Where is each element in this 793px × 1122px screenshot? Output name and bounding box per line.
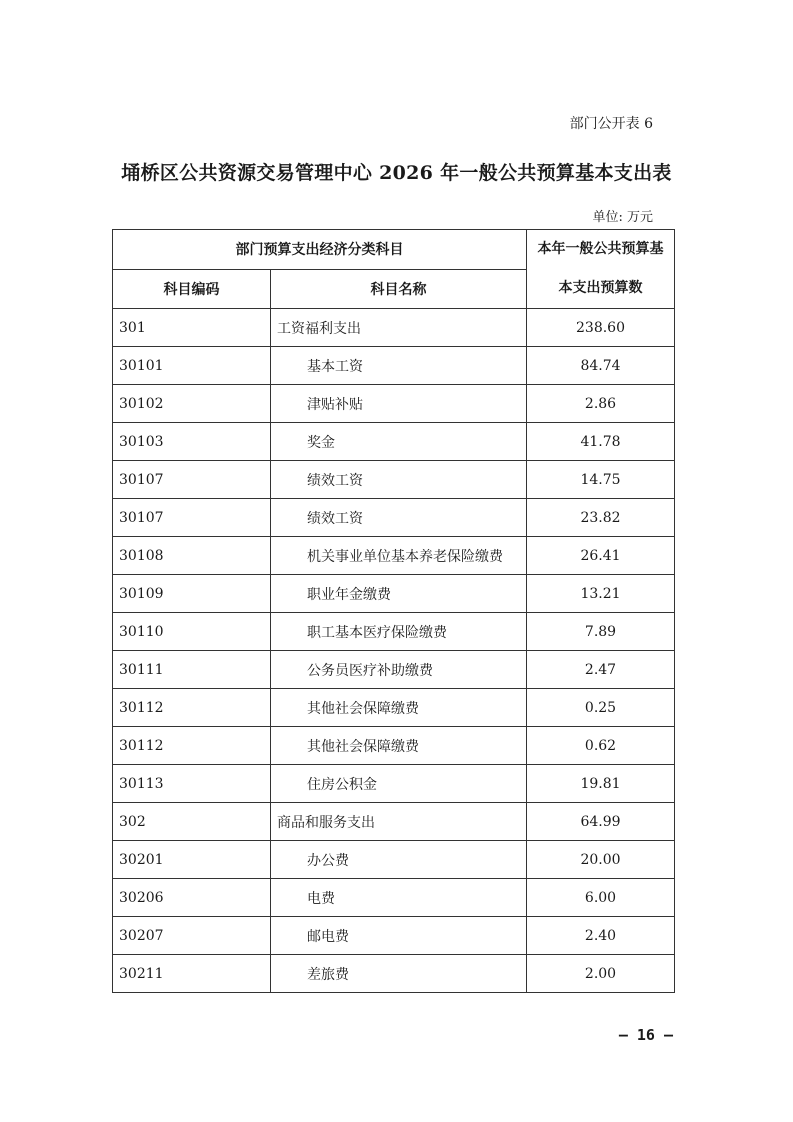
subject-code-cell: 30112 <box>113 727 271 765</box>
amount-cell: 13.21 <box>527 575 675 613</box>
subject-name-cell: 工资福利支出 <box>271 309 527 347</box>
amount-cell: 6.00 <box>527 879 675 917</box>
amount-cell: 84.74 <box>527 347 675 385</box>
table-row <box>113 537 675 575</box>
amount-cell: 238.60 <box>527 309 675 347</box>
table-body <box>113 309 675 993</box>
subject-code-cell: 30206 <box>113 879 271 917</box>
table-row <box>113 879 675 917</box>
amount-cell: 2.00 <box>527 955 675 993</box>
amount-header-text: 本年一般公共预算基本支出预算数 <box>537 241 664 296</box>
subject-code-cell: 30102 <box>113 385 271 423</box>
subject-code-cell: 30211 <box>113 955 271 993</box>
amount-cell: 2.86 <box>527 385 675 423</box>
budget-table <box>112 229 675 993</box>
table-row <box>113 841 675 879</box>
amount-cell: 7.89 <box>527 613 675 651</box>
subject-name-cell: 津贴补贴 <box>271 385 527 423</box>
subject-code-cell: 30107 <box>113 499 271 537</box>
subject-code-cell: 301 <box>113 309 271 347</box>
table-row <box>113 347 675 385</box>
subject-name-cell: 邮电费 <box>271 917 527 955</box>
table-row <box>113 765 675 803</box>
subject-name-cell: 办公费 <box>271 841 527 879</box>
subject-name-cell: 奖金 <box>271 423 527 461</box>
category-group-header: 部门预算支出经济分类科目 <box>113 230 527 270</box>
subject-code-cell: 30110 <box>113 613 271 651</box>
table-row <box>113 499 675 537</box>
amount-cell: 23.82 <box>527 499 675 537</box>
amount-header <box>527 230 675 309</box>
amount-cell: 20.00 <box>527 841 675 879</box>
amount-cell: 14.75 <box>527 461 675 499</box>
subject-code-cell: 30101 <box>113 347 271 385</box>
table-row <box>113 917 675 955</box>
amount-cell: 0.25 <box>527 689 675 727</box>
name-header: 科目名称 <box>271 269 527 309</box>
table-row <box>113 955 675 993</box>
subject-name-cell: 住房公积金 <box>271 765 527 803</box>
subject-name-cell: 绩效工资 <box>271 499 527 537</box>
subject-name-cell: 职工基本医疗保险缴费 <box>271 613 527 651</box>
page-title: 埇桥区公共资源交易管理中心 2026 年一般公共预算基本支出表 <box>121 162 672 184</box>
amount-cell: 41.78 <box>527 423 675 461</box>
table-row <box>113 689 675 727</box>
unit-label: 单位: 万元 <box>592 210 653 225</box>
subject-name-cell: 公务员医疗补助缴费 <box>271 651 527 689</box>
amount-cell: 64.99 <box>527 803 675 841</box>
subject-code-cell: 30107 <box>113 461 271 499</box>
table-row <box>113 651 675 689</box>
subject-name-cell: 绩效工资 <box>271 461 527 499</box>
subject-name-cell: 电费 <box>271 879 527 917</box>
subject-code-cell: 30109 <box>113 575 271 613</box>
amount-cell: 2.40 <box>527 917 675 955</box>
amount-cell: 26.41 <box>527 537 675 575</box>
subject-name-cell: 其他社会保障缴费 <box>271 689 527 727</box>
table-number-label: 部门公开表 6 <box>569 116 653 132</box>
subject-code-cell: 30113 <box>113 765 271 803</box>
page-number: – 16 – <box>618 1026 673 1044</box>
table-row <box>113 613 675 651</box>
subject-code-cell: 30112 <box>113 689 271 727</box>
subject-name-cell: 机关事业单位基本养老保险缴费 <box>271 537 527 575</box>
table-row <box>113 423 675 461</box>
subject-code-cell: 30108 <box>113 537 271 575</box>
amount-cell: 0.62 <box>527 727 675 765</box>
code-header: 科目编码 <box>113 269 271 309</box>
amount-cell: 19.81 <box>527 765 675 803</box>
subject-name-cell: 差旅费 <box>271 955 527 993</box>
amount-cell: 2.47 <box>527 651 675 689</box>
table-row <box>113 803 675 841</box>
subject-name-cell: 职业年金缴费 <box>271 575 527 613</box>
table-row <box>113 575 675 613</box>
subject-code-cell: 30207 <box>113 917 271 955</box>
subject-name-cell: 基本工资 <box>271 347 527 385</box>
table-row <box>113 385 675 423</box>
subject-code-cell: 30111 <box>113 651 271 689</box>
subject-name-cell: 其他社会保障缴费 <box>271 727 527 765</box>
table-row <box>113 461 675 499</box>
subject-code-cell: 30103 <box>113 423 271 461</box>
subject-code-cell: 302 <box>113 803 271 841</box>
table-row <box>113 727 675 765</box>
subject-name-cell: 商品和服务支出 <box>271 803 527 841</box>
table-row <box>113 309 675 347</box>
subject-code-cell: 30201 <box>113 841 271 879</box>
table-header-row <box>113 230 675 270</box>
